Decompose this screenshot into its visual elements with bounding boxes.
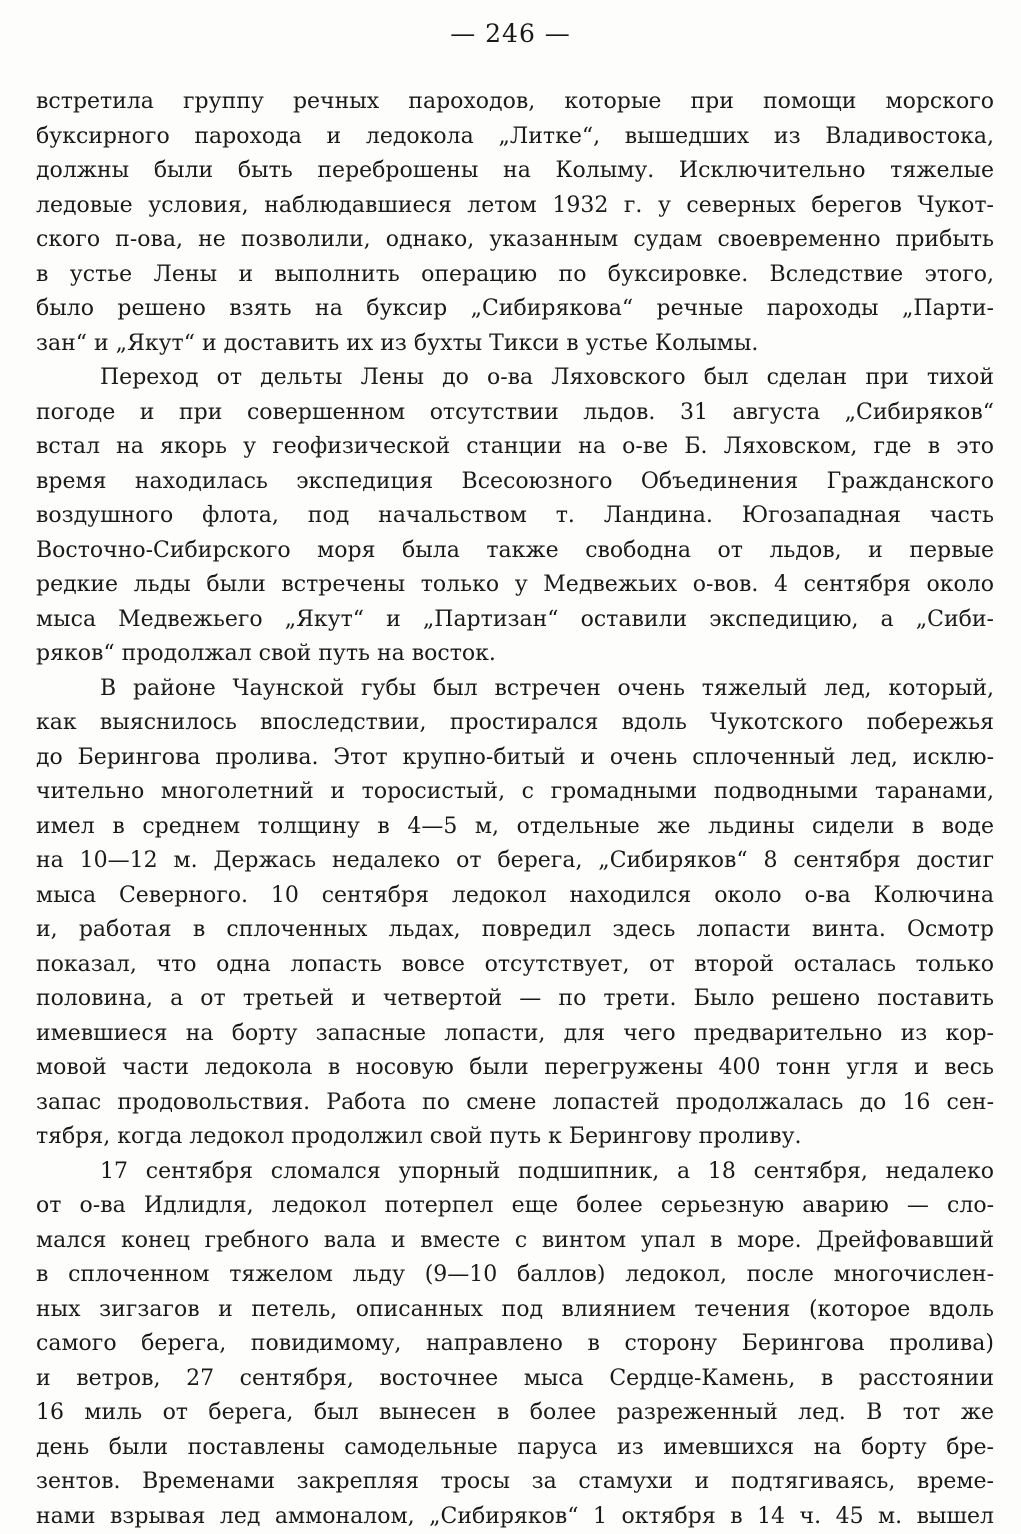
- text-line: имел в среднем толщину в 4—5 м, отдельные же льдины сидели в воде: [36, 813, 994, 839]
- text-line: до Берингова пролива. Этот крупно-битый и очень сплоченный лед, исклю-: [36, 744, 994, 770]
- text-line: и, работая в сплоченных льдах, повредил здесь лопасти винта. Осмотр: [36, 917, 994, 942]
- text-line: 16 миль от берега, был вынесен в более разреженный лед. В тот же: [36, 1400, 994, 1425]
- text-line: 17 сентября сломался упорный подшипник, а 18 сентября, недалеко: [100, 1158, 994, 1184]
- text-line: встал на якорь у геофизической станции на о-ве Б. Ляховском, где в это: [36, 434, 994, 459]
- text-line: нами взрывая лед аммоналом, „Сибиряков“ 1 октября в 14 ч. 45 м. вышел: [36, 1503, 994, 1529]
- text-line: погоде и при совершенном отсутствии льдов. 31 августа „Сибиряков“: [36, 399, 994, 425]
- text-line: зан“ и „Якут“ и доставить их из бухты Тикси в устье Колымы.: [36, 330, 759, 356]
- text-line: В районе Чаунской губы был встречен очень тяжелый лед, который,: [100, 675, 994, 701]
- text-line: тября, когда ледокол продолжил свой путь к Берингову проливу.: [36, 1124, 802, 1149]
- text-line: ледовые условия, наблюдавшиеся летом 1932 г. у северных берегов Чукот-: [36, 192, 994, 218]
- text-line: на 10—12 м. Держась недалеко от берега, „Сибиряков“ 8 сентября достиг: [36, 848, 994, 873]
- text-line: мыса Медвежьего „Якут“ и „Партизан“ оставили экспедицию, а „Сиби-: [36, 606, 994, 632]
- text-line: ского п-ова, не позволили, однако, указанным судам своевременно прибыть: [36, 227, 994, 252]
- text-line: запас продовольствия. Работа по смене лопастей продолжалась до 16 сен-: [36, 1089, 994, 1115]
- text-line: в сплоченном тяжелом льду (9—10 баллов) ледокол, после многочислен-: [36, 1262, 994, 1287]
- text-line: половина, а от третьей и четвертой — по трети. Было решено поставить: [36, 986, 994, 1011]
- text-line: ных зигзагов и петель, описанных под влиянием течения (которое вдоль: [36, 1296, 994, 1322]
- text-line: время находилась экспедиция Всесоюзного Объединения Гражданского: [36, 468, 994, 494]
- text-line: мыса Северного. 10 сентября ледокол находился около о-ва Колючина: [36, 882, 994, 908]
- text-line: как выяснилось впоследствии, простирался вдоль Чукотского побережья: [36, 710, 994, 735]
- text-line: мался конец гребного вала и вместе с винтом упал в море. Дрейфовавший: [36, 1227, 994, 1253]
- text-line: имевшиеся на борту запасные лопасти, для чего предварительно из кор-: [36, 1020, 994, 1046]
- page-number: — 246 —: [450, 19, 571, 48]
- text-line: встретила группу речных пароходов, которые при помощи морского: [36, 89, 994, 114]
- text-line: и ветров, 27 сентября, восточнее мыса Сердце-Камень, в расстоянии: [36, 1365, 994, 1391]
- text-line: самого берега, повидимому, направлено в сторону Берингова пролива): [36, 1331, 994, 1356]
- text-line: должны были быть переброшены на Колыму. Исключительно тяжелые: [36, 158, 994, 183]
- text-line: буксирного парохода и ледокола „Литке“, вышедших из Владивостока,: [36, 123, 994, 149]
- text-line: Восточно-Сибирского моря была также свободна от льдов, и первые: [36, 537, 994, 563]
- text-line: Переход от дельты Лены до о-ва Ляховского был сделан при тихой: [100, 365, 994, 390]
- text-line: воздушного флота, под начальством т. Ландина. Югозападная часть: [36, 503, 994, 528]
- text-line: день были поставлены самодельные паруса из имевшихся на борту бре-: [36, 1434, 994, 1460]
- text-line: показал, что одна лопасть вовсе отсутствует, от второй осталась только: [36, 951, 994, 977]
- text-line: в устье Лены и выполнить операцию по буксировке. Вследствие этого,: [36, 261, 994, 287]
- text-line: зентов. Временами закрепляя тросы за стамухи и подтягиваясь, време-: [36, 1469, 994, 1494]
- text-line: чительно многолетний и торосистый, с громадными подводными таранами,: [36, 779, 994, 804]
- text-line: от о-ва Идлидля, ледокол потерпел еще более серьезную аварию — сло-: [36, 1193, 994, 1218]
- text-line: ряков“ продолжал свой путь на восток.: [36, 641, 496, 666]
- text-line: было решено взять на буксир „Сибирякова“ речные пароходы „Парти-: [36, 296, 994, 321]
- text-line: мовой части ледокола в носовую были перегружены 400 тонн угля и весь: [36, 1055, 994, 1080]
- text-line: редкие льды были встречены только у Медвежьих о-вов. 4 сентября около: [36, 572, 994, 597]
